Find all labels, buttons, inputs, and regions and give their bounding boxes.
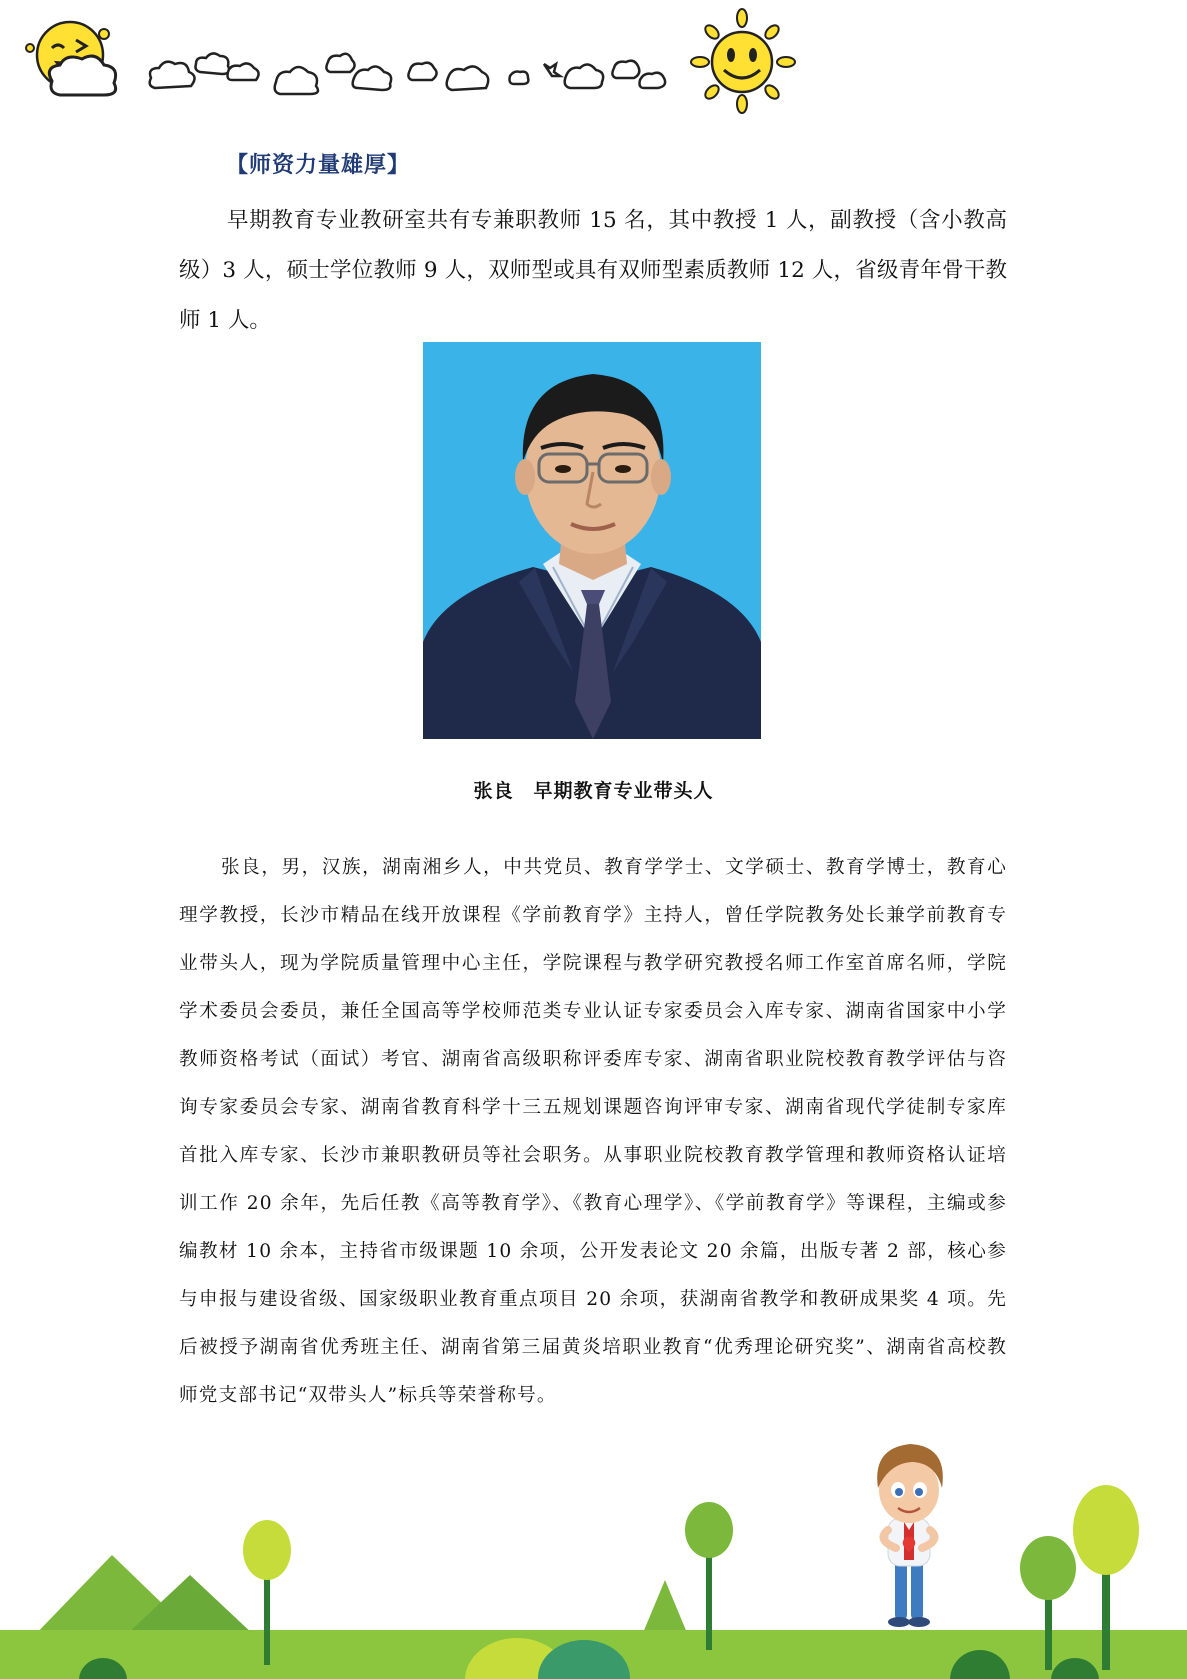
tree-icon bbox=[685, 1502, 733, 1650]
laughing-sun-icon bbox=[26, 22, 116, 95]
header-decoration bbox=[0, 0, 820, 120]
bio-paragraph: 张良，男，汉族，湖南湘乡人，中共党员、教育学学士、文学硕士、教育学博士，教育心理学教授，长沙市精品在线开放课程《学前教育学》主持人，曾任学院教务处长兼学前教育专业带头人，现为学院质量管理中心主任，学院课程与教学研究教授名师工作室首席名师，学院学术委员会委员，兼任全国高等学校师范类专业认证专家委员会入库专家、湖南省国家中小学教师资格考试（面试）考官、湖南省高级职称评委库专家、湖南省职业院校教育教学评估与咨询专家委员会专家、湖南省教育科学十三五规划课题咨询评审专家、湖南省现代学徒制专家库首批入库专家、长沙市兼职教研员等社会职务。从事职业院校教育教学管理和教师资格认证培训工作 20 余年，先后任教《高等教育学》、《教育心理学》、《学前教育学》等课程，主编或参编教材 10 余本，主持省市级课题 10 余项，公开发表论文 20 余篇，出版专著 2 部，核心参与申报与建设省级、国家级职业教育重点项目 20 余项，获湖南省教学和教研成果奖 4 项。先后被授予湖南省优秀班主任、湖南省第三届黄炎培职业教育“优秀理论研究奖”、湖南省高校教师党支部书记“双带头人”标兵等荣誉称号。 bbox=[179, 857, 1007, 1406]
intro-paragraph: 早期教育专业教研室共有专兼职教师 15 名，其中教授 1 人，副教授（含小教高级）3 人，硕士学位教师 9 人，双师型或具有双师型素质教师 12 人，省级青年骨干教师 1 人。 bbox=[179, 208, 1007, 333]
smiling-sun-icon bbox=[691, 9, 795, 113]
cloud-icon bbox=[150, 53, 665, 94]
profile-caption: 张良 早期教育专业带头人 bbox=[473, 780, 714, 802]
footer-decoration bbox=[0, 1440, 1187, 1679]
portrait-photo bbox=[423, 342, 761, 739]
section-heading: 【师资力量雄厚】 bbox=[226, 153, 411, 178]
cartoon-boy-icon bbox=[877, 1444, 943, 1627]
